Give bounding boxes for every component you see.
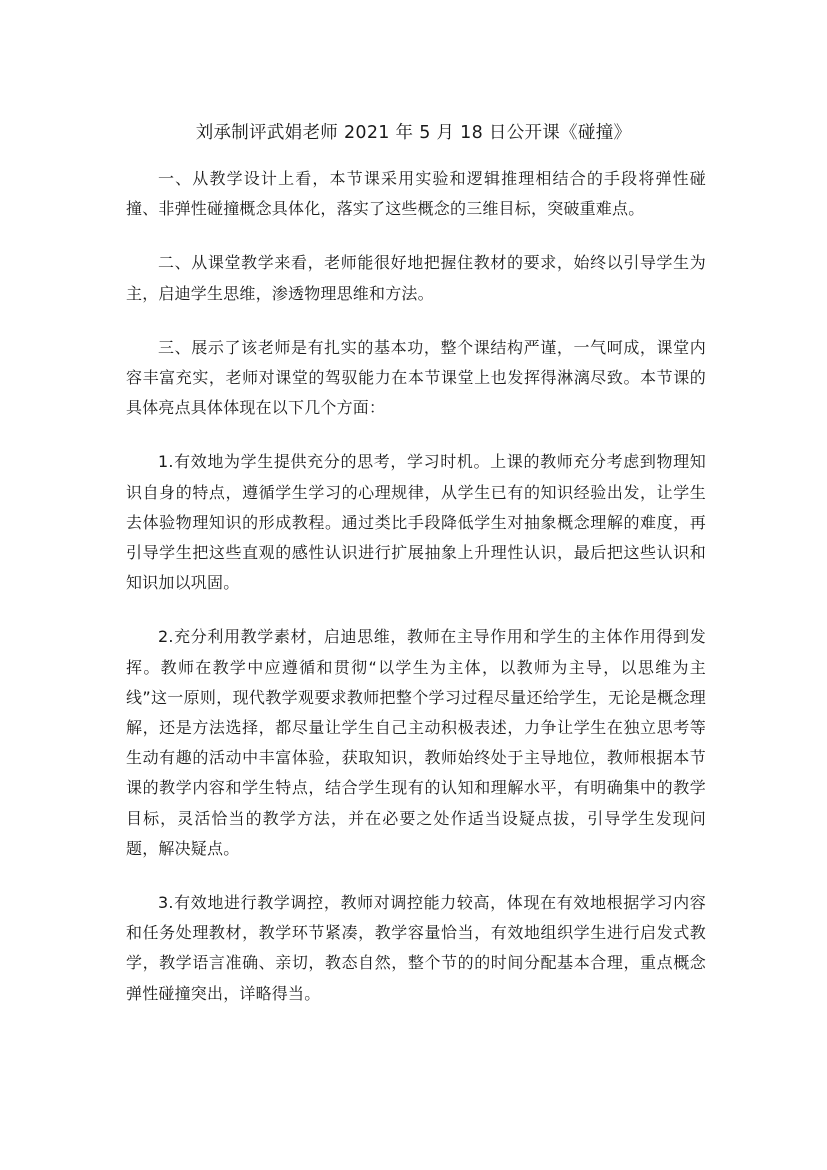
document-body	[126, 164, 706, 1033]
paragraph-teaching: 二、从课堂教学来看，老师能很好地把握住教材的要求，始终以引导学生为主，启迪学生思维，渗透物理思维和方法。	[126, 253, 706, 303]
document-title: 刘承制评武娟老师 2021 年 5 月 18 日公开课《碰撞》	[195, 123, 632, 143]
paragraph-point-2: 2.充分利用教学素材，启迪思维，教师在主导作用和学生的主体作用得到发挥。教师在教学中应遵循和贯彻“以学生为主体，以教师为主导，以思维为主线”这一原则，现代教学观要求教师把整个学习过程尽量还给学生，无论是概念理解，还是方法选择，都尽量让学生自己主动积极表述，力争让学生在独立思考等生动有趣的活动中丰富体验，获取知识，教师始终处于主导地位，教师根据本节课的教学内容和学生特点，结合学生现有的认知和理解水平，有明确集中的教学目标，灵活恰当的教学方法，并在必要之处作适当设疑点拔，引导学生发现问题，解决疑点。	[126, 627, 706, 858]
paragraph-point-3: 3.有效地进行教学调控，教师对调控能力较高，体现在有效地根据学习内容和任务处理教材，教学环节紧凑，教学容量恰当，有效地组织学生进行启发式教学，教学语言准确、亲切，教态自然，整个节的的时间分配基本合理，重点概念弹性碰撞突出，详略得当。	[126, 893, 706, 1003]
paragraph-skills: 三、展示了该老师是有扎实的基本功，整个课结构严谨，一气呵成，课堂内容丰富充实，老师对课堂的驾驭能力在本节课堂上也发挥得淋漓尽致。本节课的具体亮点具体体现在以下几个方面：	[126, 337, 706, 418]
paragraph-point-1: 1.有效地为学生提供充分的思考，学习时机。上课的教师充分考虑到物理知识自身的特点，遵循学生学习的心理规律，从学生已有的知识经验出发，让学生去体验物理知识的形成教程。通过类比手段降低学生对抽象概念理解的难度，再引导学生把这些直观的感性认识进行扩展抽象上升理性认识，最后把这些认识和知识加以巩固。	[126, 452, 706, 593]
paragraph-design: 一、从教学设计上看，本节课采用实验和逻辑推理相结合的手段将弹性碰撞、非弹性碰撞概念具体化，落实了这些概念的三维目标，突破重难点。	[126, 169, 706, 219]
